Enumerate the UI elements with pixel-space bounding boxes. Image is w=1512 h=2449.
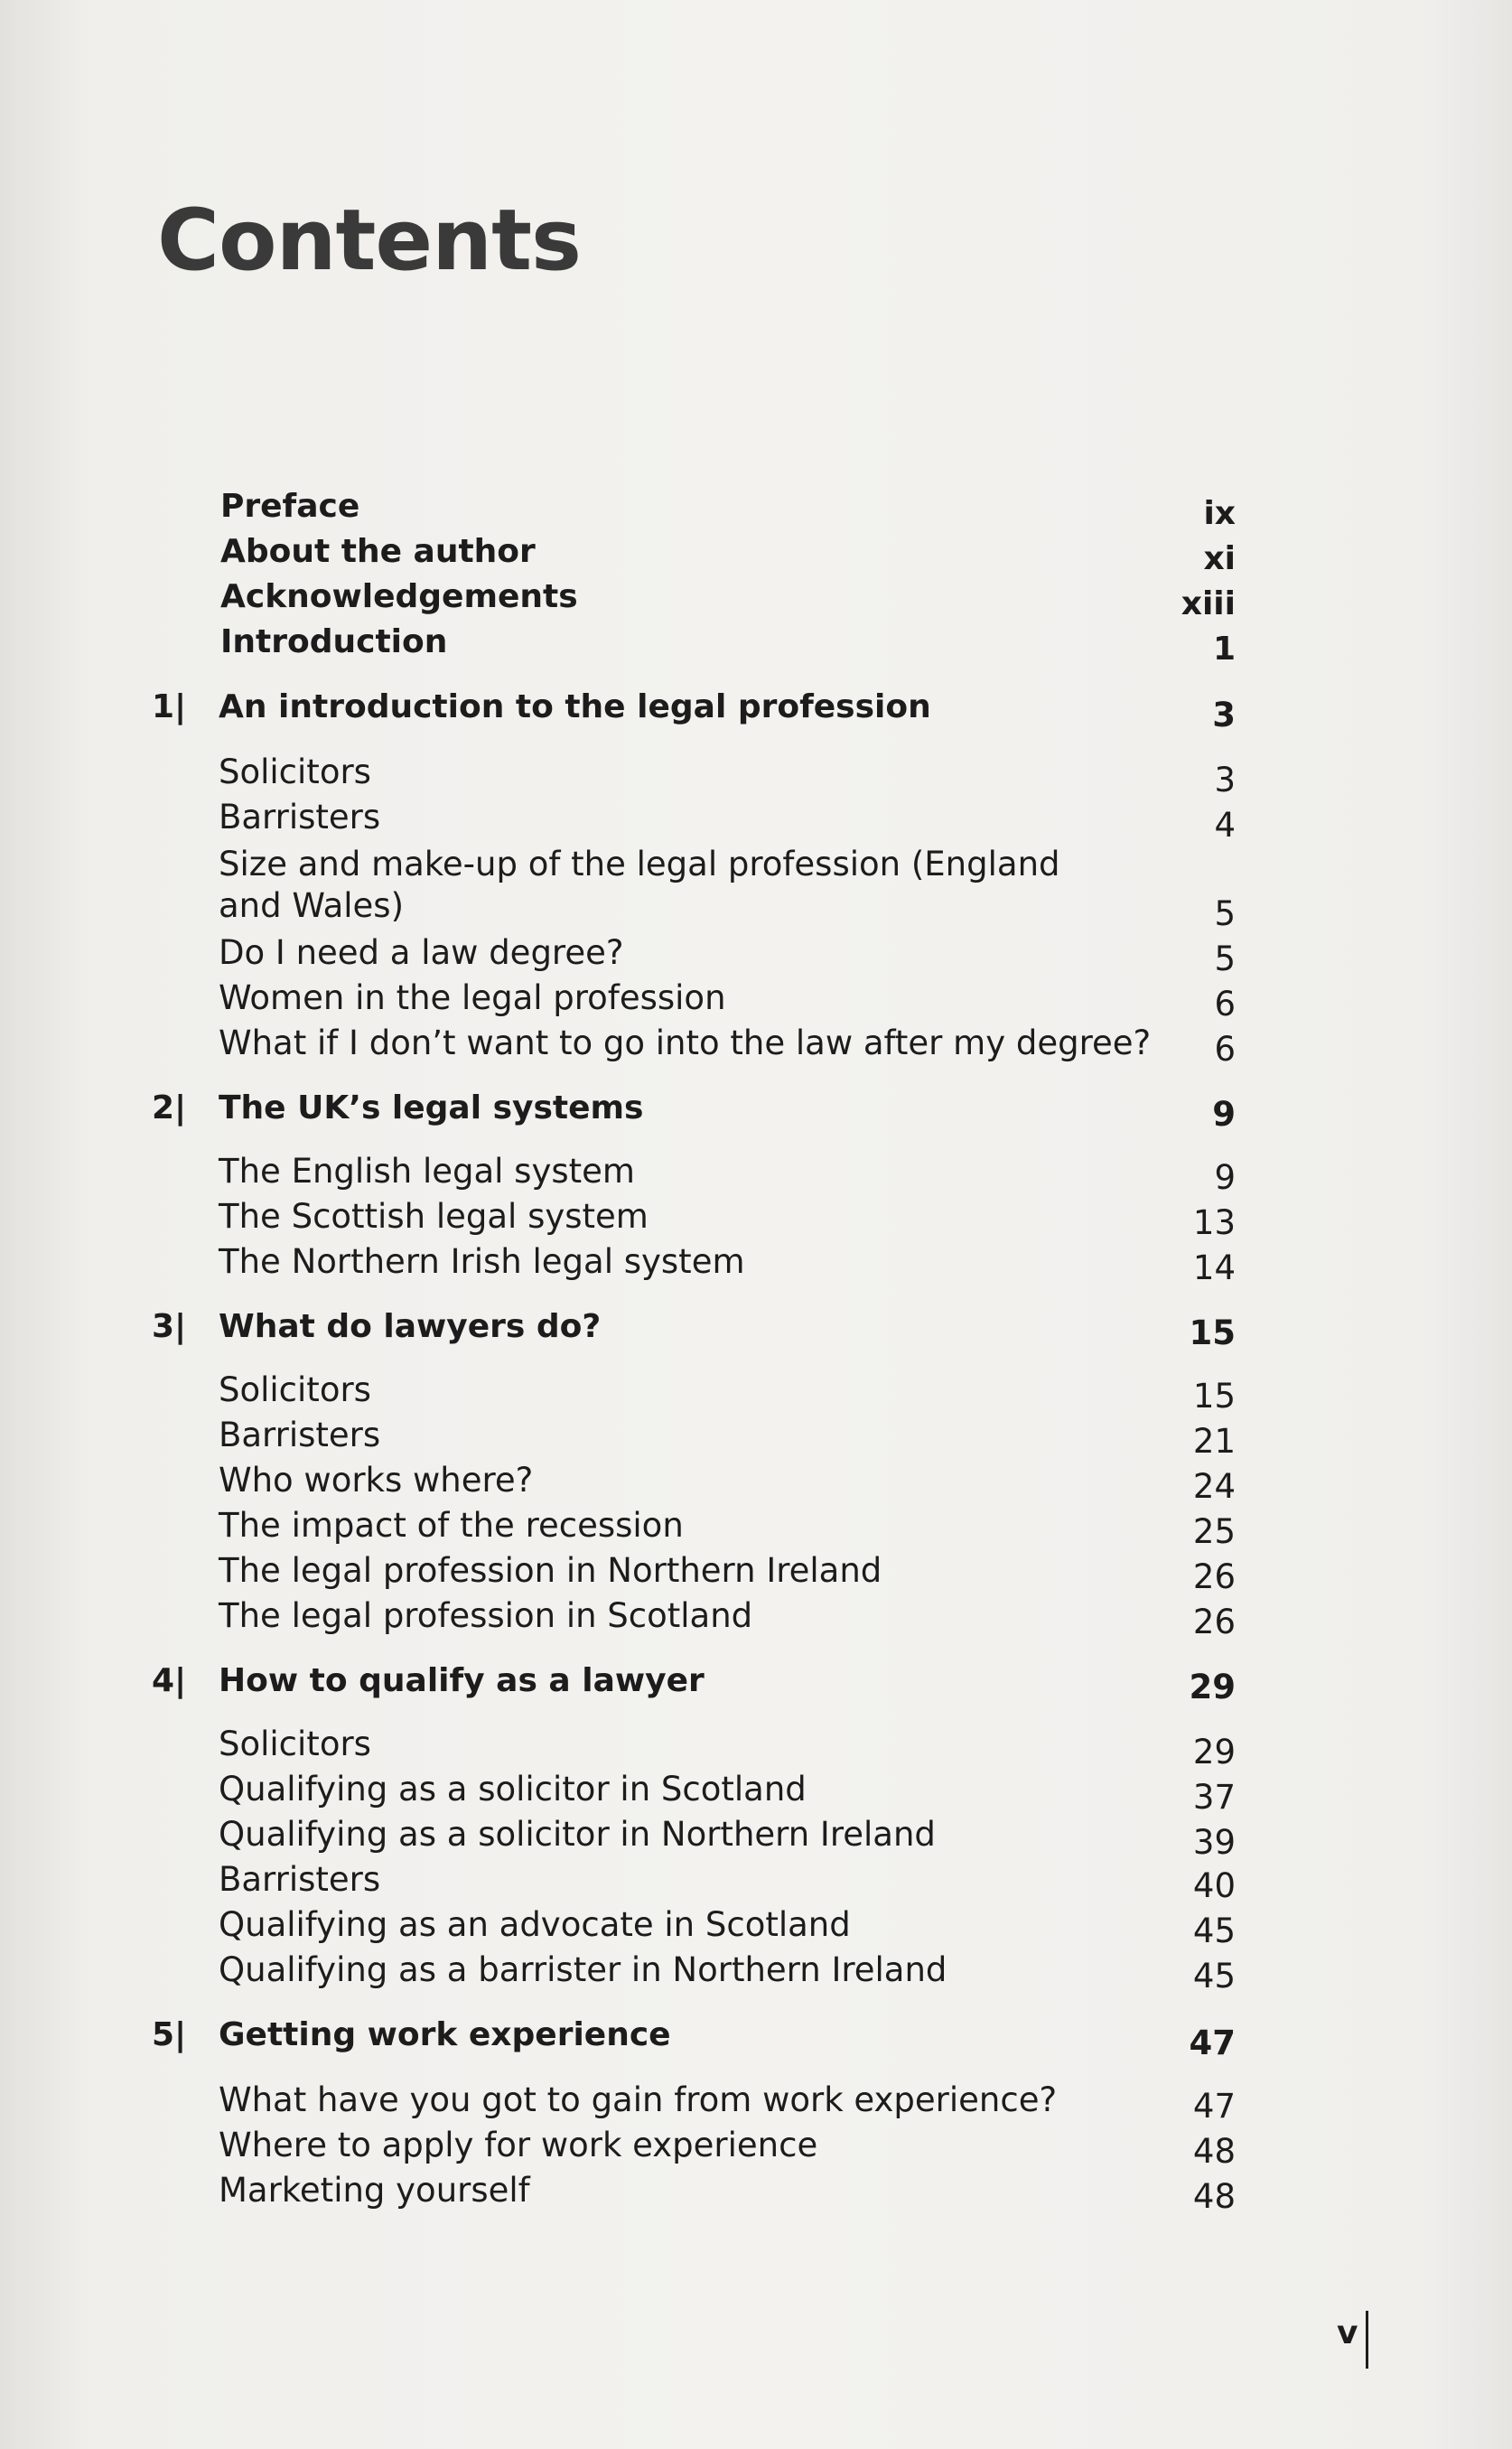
item-page: 25 [1192, 1512, 1236, 1551]
item-page: 45 [1192, 1912, 1236, 1950]
item-page: 40 [1192, 1866, 1236, 1905]
item-page: 37 [1192, 1778, 1236, 1817]
entry-label: Introduction [220, 623, 448, 660]
item-page: 3 [1214, 761, 1236, 799]
entry-page: 1 [1212, 631, 1236, 668]
chapter-number: 4| [152, 1662, 187, 1699]
item-page: 6 [1214, 1030, 1236, 1069]
chapter-title: Getting work experience [219, 2016, 671, 2053]
item-page: 21 [1192, 1422, 1236, 1461]
entry-label: About the author [220, 533, 536, 570]
entry-label: Preface [220, 488, 360, 525]
item-label: Solicitors [219, 752, 371, 791]
item-label: What if I don’t want to go into the law after my degree? [219, 1024, 1152, 1062]
item-page: 14 [1192, 1248, 1236, 1287]
entry-label: Acknowledgements [220, 578, 578, 615]
item-page: 48 [1192, 2132, 1236, 2171]
page-title: Contents [157, 192, 581, 290]
item-page: 45 [1192, 1957, 1236, 1996]
item-label: Solicitors [219, 1370, 371, 1409]
item-page: 4 [1214, 806, 1236, 845]
item-page: 29 [1192, 1733, 1236, 1771]
item-label: Women in the legal profession [219, 978, 726, 1017]
item-page: 9 [1214, 1158, 1236, 1197]
item-label: Qualifying as a solicitor in Scotland [219, 1770, 807, 1809]
item-label: The Northern Irish legal system [219, 1242, 745, 1281]
item-label: The English legal system [219, 1152, 635, 1191]
item-label: Barristers [219, 1860, 381, 1899]
item-page: 24 [1192, 1467, 1236, 1506]
chapter-number: 1| [152, 688, 187, 725]
item-label: Marketing yourself [219, 2171, 530, 2210]
item-page: 39 [1192, 1823, 1236, 1862]
item-label: Barristers [219, 1416, 381, 1454]
item-label: Barristers [219, 798, 381, 837]
item-label: Qualifying as an advocate in Scotland [219, 1905, 851, 1944]
folio-page-number: v [1337, 2314, 1358, 2351]
item-label: Size and make-up of the legal profession (England and Wales) [219, 845, 1060, 925]
chapter-page: 15 [1189, 1313, 1236, 1352]
item-label: Qualifying as a solicitor in Northern Ireland [219, 1815, 936, 1854]
item-page: 15 [1192, 1377, 1236, 1416]
item-label: What have you got to gain from work experience? [219, 2080, 1058, 2119]
item-label: Where to apply for work experience [219, 2126, 818, 2164]
item-page: 26 [1192, 1603, 1236, 1641]
item-label: The Scottish legal system [219, 1197, 649, 1236]
chapter-page: 3 [1212, 696, 1236, 734]
item-page: 5 [1214, 894, 1236, 933]
item-page: 48 [1192, 2177, 1236, 2216]
item-label: The impact of the recession [219, 1506, 684, 1545]
chapter-title: The UK’s legal systems [219, 1089, 644, 1126]
entry-page: xiii [1181, 585, 1236, 622]
item-page: 47 [1192, 2087, 1236, 2126]
item-label: The legal profession in Scotland [219, 1596, 753, 1635]
chapter-title: How to qualify as a lawyer [219, 1662, 705, 1699]
chapter-number: 3| [152, 1308, 187, 1345]
item-label: Solicitors [219, 1725, 371, 1763]
item-label: Qualifying as a barrister in Northern Ireland [219, 1950, 947, 1989]
item-label: Do I need a law degree? [219, 933, 624, 972]
item-page: 13 [1192, 1203, 1236, 1242]
entry-page: xi [1203, 540, 1236, 577]
item-label: The legal profession in Northern Ireland [219, 1551, 882, 1590]
chapter-number: 5| [152, 2016, 187, 2053]
chapter-page: 47 [1189, 2024, 1236, 2062]
chapter-page: 29 [1189, 1668, 1236, 1706]
chapter-number: 2| [152, 1089, 187, 1126]
item-page: 5 [1214, 939, 1236, 978]
chapter-page: 9 [1212, 1095, 1236, 1134]
chapter-title: What do lawyers do? [219, 1308, 602, 1345]
folio-rule [1366, 2311, 1368, 2369]
item-label: Who works where? [219, 1461, 534, 1500]
item-page: 26 [1192, 1557, 1236, 1596]
item-page: 6 [1214, 985, 1236, 1024]
entry-page: ix [1203, 495, 1236, 532]
chapter-title: An introduction to the legal profession [219, 688, 931, 725]
